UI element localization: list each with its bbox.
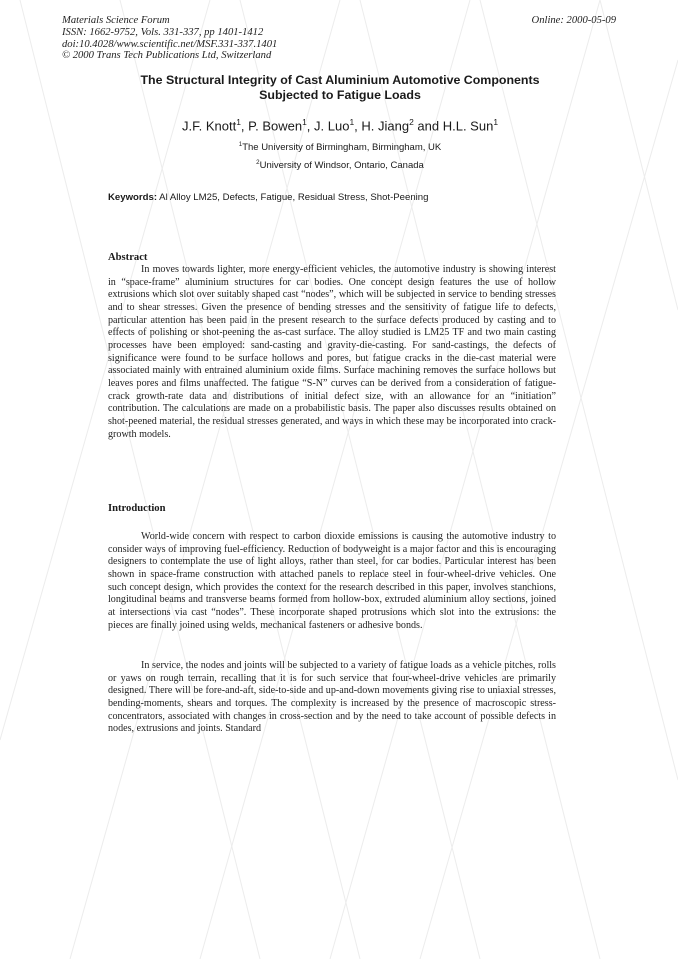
author-separator: , — [306, 118, 315, 134]
author-affil-sup: 1 — [349, 117, 355, 127]
author: P. Bowen — [248, 118, 303, 134]
keywords-label: Keywords: — [108, 192, 158, 203]
author: J.F. Knott — [181, 118, 237, 134]
paper-title — [60, 73, 620, 103]
author-affil-sup: 2 — [409, 117, 414, 127]
author-separator: , — [240, 118, 249, 134]
author-affil-sup: 1 — [493, 117, 499, 127]
author: H.L. Sun — [442, 118, 494, 134]
affiliation-text: The University of Birmingham, Birmingham, UK — [242, 142, 442, 154]
issn-line: ISSN: 1662-9752, Vols. 331-337, pp 1401-1412 — [62, 26, 264, 38]
title-line-2: Subjected to Fatigue Loads — [259, 88, 421, 102]
author-list — [60, 117, 620, 133]
keywords — [108, 192, 428, 203]
author: H. Jiang — [361, 118, 410, 134]
keywords-text: Al Alloy LM25, Defects, Fatigue, Residual Stress, Shot-Peening — [157, 192, 429, 203]
affiliation-text: University of Windsor, Ontario, Canada — [259, 160, 424, 172]
online-date: Online: 2000-05-09 — [531, 15, 616, 26]
author-affil-sup: 1 — [302, 117, 307, 127]
abstract-text: In moves towards lighter, more energy-efficient vehicles, the automotive industry is showing interest in “space-frame” aluminium structures for car bodies. One concept design features the use of hollow extrusions which slot over suitably shaped cast “nodes”, which will be subjected in service to bending stresses and to shear stresses. Given the presence of bending stresses and the sensitivity of fatigue life to defects, particular attention has been paid in the present research to the surface defects produced by casting and to effects of polishing or shot-peening the as-cast surface. The alloy studied is LM25 TF and two main casting processes have been employed: sand-casting and gravity-die-casting. For sand-castings, the defects of significance were found to be surface hollows and pores, but fatigue cracks in the die-cast material were associated mainly with entrained aluminium oxide films. Surface machining removes the surface hollows but leaves pores and films unaffected. The fatigue “S-N” curves can be derived from a consideration of fatigue-crack growth-rate data and distributions of initial defect size, with an allowance for an “initiation” contribution. The calculations are made on a probabilistic basis. The paper also discusses results obtained on shot-peened material, the residual stresses generated, and ways in which these may be incorporated into crack-growth models. — [108, 264, 556, 440]
affiliation-sup: 1 — [238, 141, 243, 148]
intro-paragraph-2: In service, the nodes and joints will be subjected to a variety of fatigue loads as a vehicle pitches, rolls or yaws on rough terrain, recalling that it is for such service that four-wheel-drive vehicles are primarily designed. There will be fore-and-aft, side-to-side and up-and-down movements giving rise to uniaxial stresses, bending-moments, shears and torques. The complexity is increased by the presence of macroscopic stress-concentrators, associated with changes in cross-section and by the need to take account of possible defects in nodes, extrusions and joints. Standard — [108, 660, 556, 735]
affiliation-sup: 2 — [256, 159, 260, 166]
affiliation-1 — [60, 141, 620, 153]
author: J. Luo — [314, 118, 350, 134]
citation-header — [62, 15, 277, 62]
author-separator: and — [413, 118, 443, 134]
introduction-heading: Introduction — [108, 503, 166, 514]
abstract-heading: Abstract — [108, 252, 148, 263]
journal-name: Materials Science Forum — [62, 15, 170, 26]
intro-paragraph-1: World-wide concern with respect to carbon dioxide emissions is causing the automotive industry to consider ways of improving fuel-efficiency. Reduction of bodyweight is a major factor and this is encouraging designers to contemplate the use of light alloys, rather than steel, for car bodies. Particular interest has been shown in space-frame construction with attached panels to replace steel in four-wheel-drive vehicles. One such concept design, which provides the context for the research described in this paper, involves stanchions, longitudinal beams and transverse beams formed from hollow-box, extruded aluminium alloy sections, joined at intersections via cast “nodes”. These incorporate shaped protrusions which slot into the extrusions: the pieces are finally joined using welds, mechanical fasteners or adhesive bonds. — [108, 531, 556, 631]
author-affil-sup: 1 — [236, 117, 241, 127]
affiliation-2 — [60, 159, 620, 171]
copyright-line: © 2000 Trans Tech Publications Ltd, Switzerland — [62, 50, 272, 62]
title-line-1: The Structural Integrity of Cast Aluminium Automotive Components — [140, 73, 540, 87]
author-separator: , — [354, 118, 362, 134]
doi-link[interactable]: doi:10.4028/www.scientific.net/MSF.331-337.1401 — [62, 38, 278, 50]
